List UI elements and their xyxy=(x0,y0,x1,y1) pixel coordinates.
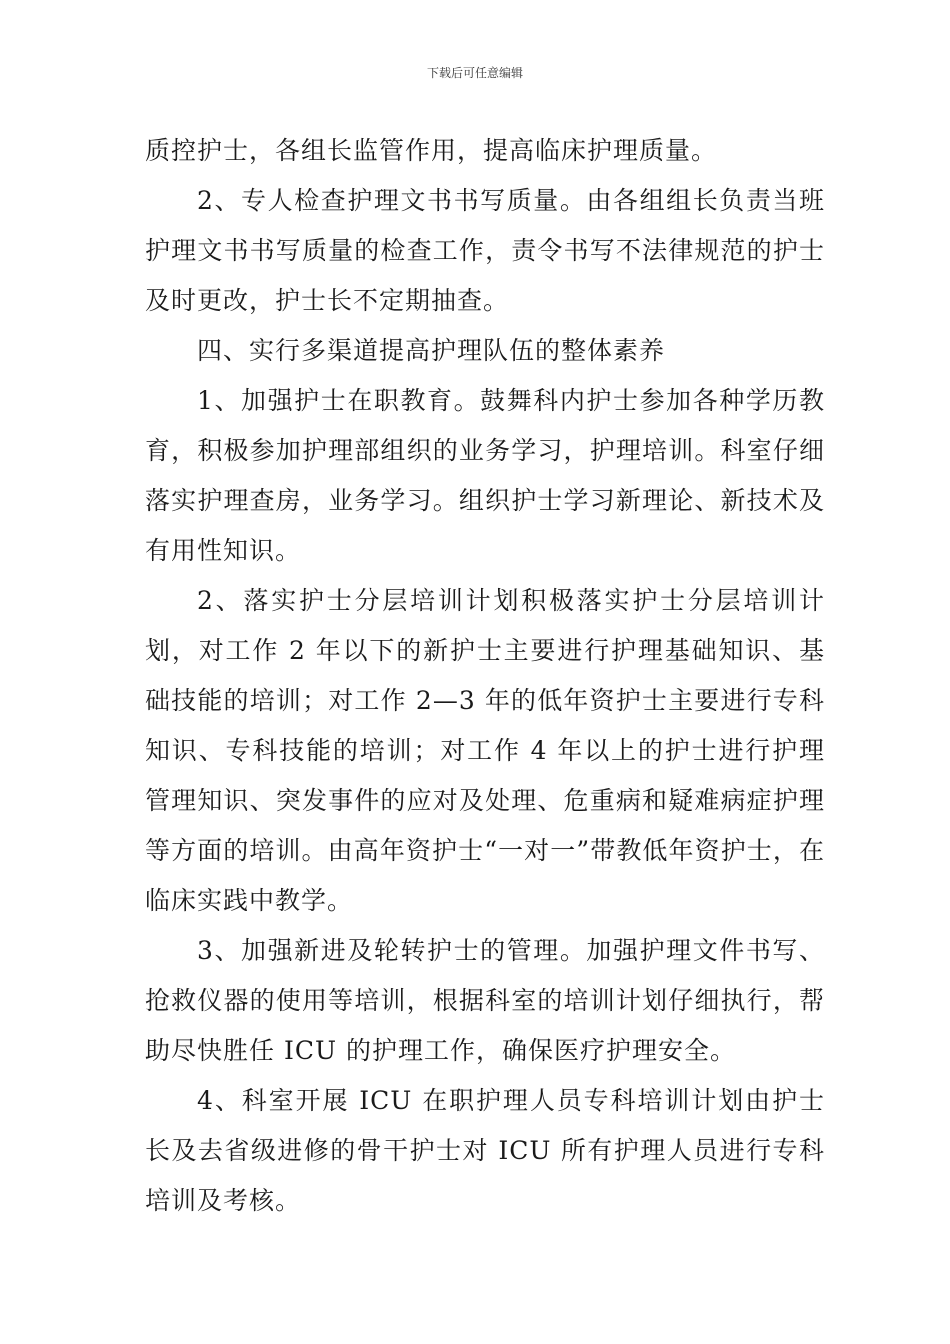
paragraph-1: 质控护士，各组长监管作用，提高临床护理质量。 xyxy=(145,136,718,165)
paragraph-4: 1、加强护士在职教育。鼓舞科内护士参加各种学历教育，积极参加护理部组织的业务学习，护理培训。科室仔细落实护理查房，业务学习。组织护士学习新理论、新技术及有用性知识。 xyxy=(145,386,825,565)
paragraph-2: 2、专人检查护理文书书写质量。由各组组长负责当班护理文书书写质量的检查工作，责令书写不法律规范的护士及时更改，护士长不定期抽查。 xyxy=(145,186,825,315)
document-body xyxy=(145,126,825,1226)
paragraph-7: 4、科室开展 ICU 在职护理人员专科培训计划由护士长及去省级进修的骨干护士对 ICU 所有护理人员进行专科培训及考核。 xyxy=(145,1086,825,1215)
page-header-note: 下载后可任意编辑 xyxy=(426,66,523,80)
paragraph-5: 2、落实护士分层培训计划积极落实护士分层培训计划，对工作 2 年以下的新护士主要进行护理基础知识、基础技能的培训；对工作 2—3 年的低年资护士主要进行专科知识、专科技能的培训；对工作 4 年以上的护士进行护理管理知识、突发事件的应对及处理、危重病和疑难病症护理等方面的培训。由高年资护士“一对一”带教低年资护士，在临床实践中教学。 xyxy=(145,586,825,915)
paragraph-6: 3、加强新进及轮转护士的管理。加强护理文件书写、抢救仪器的使用等培训，根据科室的培训计划仔细执行，帮助尽快胜任 ICU 的护理工作，确保医疗护理安全。 xyxy=(145,936,825,1065)
section-heading-4: 四、实行多渠道提高护理队伍的整体素养 xyxy=(197,336,666,365)
